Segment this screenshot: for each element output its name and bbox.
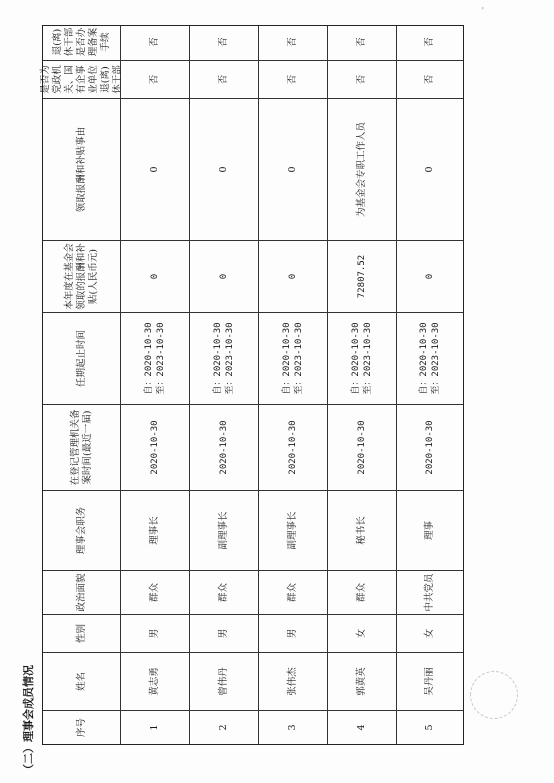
row-reason: 为基金会专职工作人员 [328,98,396,240]
row-is-retired-leader: 否 [218,37,229,47]
header-registered-date: 在登记管理机关备案时间(最近一届) [43,404,120,490]
table-row [190,26,259,744]
row-is-retired: 否 [328,60,396,98]
row-name: 郭黄英 [328,652,396,710]
row-term: 自：2020-10-30 至：2023-10-30 [328,312,396,404]
row-name: 吴丹丽 [397,652,463,710]
row-no: 4 [328,710,396,744]
header-is-retired-leader: 退(离)休干部是否办理备案手续 [51,27,111,57]
row-position: 副理事长 [259,490,327,570]
row-term: 自：2020-10-30 至：2023-10-30 [121,312,189,404]
row-pay: 0 [121,240,189,312]
row-position: 理事长 [121,490,189,570]
table-row [328,26,397,744]
header-pay: 本年度在基金会领取的报酬和补贴(人民币元) [43,240,120,312]
row-no: 3 [259,710,327,744]
row-position: 秘书长 [328,490,396,570]
row-no: 1 [121,710,189,744]
row-registered-date: 2020-10-30 [397,404,463,490]
row-political: 群众 [328,570,396,614]
row-name: 张伟杰 [259,652,327,710]
row-registered-date: 2020-10-30 [190,404,258,490]
table-row [121,26,190,744]
row-is-retired: 否 [121,60,189,98]
row-political: 群众 [190,570,258,614]
row-term: 自：2020-10-30 至：2023-10-30 [190,312,258,404]
table-row [397,26,463,744]
row-gender: 男 [259,614,327,652]
row-reason: 0 [397,98,463,240]
row-political: 中共党员 [397,570,463,614]
header-gender: 性别 [43,614,120,652]
row-is-retired-leader: 否 [356,37,367,47]
scan-mark: ' [481,6,484,15]
row-is-retired-leader: 否 [287,37,298,47]
row-position: 副理事长 [190,490,258,570]
row-pay: 0 [190,240,258,312]
row-registered-date: 2020-10-30 [259,404,327,490]
row-gender: 女 [328,614,396,652]
section-title: （二）理事会成员情况 [22,665,35,775]
row-name: 黄志勇 [121,652,189,710]
header-political: 政治面貌 [43,570,120,614]
row-registered-date: 2020-10-30 [328,404,396,490]
row-reason: 0 [190,98,258,240]
faint-seal-stamp [470,671,518,719]
row-political: 群众 [259,570,327,614]
header-is-retired: 是否为党政机关、国有企事业单位退(离)休干部 [43,60,120,98]
header-position: 理事会职务 [43,490,120,570]
row-pay: 0 [259,240,327,312]
row-gender: 男 [121,614,189,652]
table-header-row [39,26,123,744]
row-term: 自：2020-10-30 至：2023-10-30 [397,312,463,404]
row-gender: 女 [397,614,463,652]
row-no: 5 [397,710,463,744]
header-no: 序号 [43,710,120,744]
table-row [259,26,328,744]
row-is-retired-leader: 否 [424,37,435,47]
header-name: 姓名 [43,652,120,710]
row-is-retired-leader: 否 [149,37,160,47]
row-is-retired: 否 [190,60,258,98]
row-name: 曾伟丹 [190,652,258,710]
row-gender: 男 [190,614,258,652]
row-term: 自：2020-10-30 至：2023-10-30 [259,312,327,404]
header-reason: 领取报酬和补贴事由 [43,98,120,240]
board-members-table [39,25,464,745]
row-reason: 0 [259,98,327,240]
header-term: 任期起止时间 [43,312,120,404]
row-position: 理事 [397,490,463,570]
row-pay: 72807.52 [328,240,396,312]
row-registered-date: 2020-10-30 [121,404,189,490]
row-no: 2 [190,710,258,744]
row-is-retired: 否 [397,60,463,98]
row-pay: 0 [397,240,463,312]
row-political: 群众 [121,570,189,614]
row-is-retired: 否 [259,60,327,98]
row-reason: 0 [121,98,189,240]
